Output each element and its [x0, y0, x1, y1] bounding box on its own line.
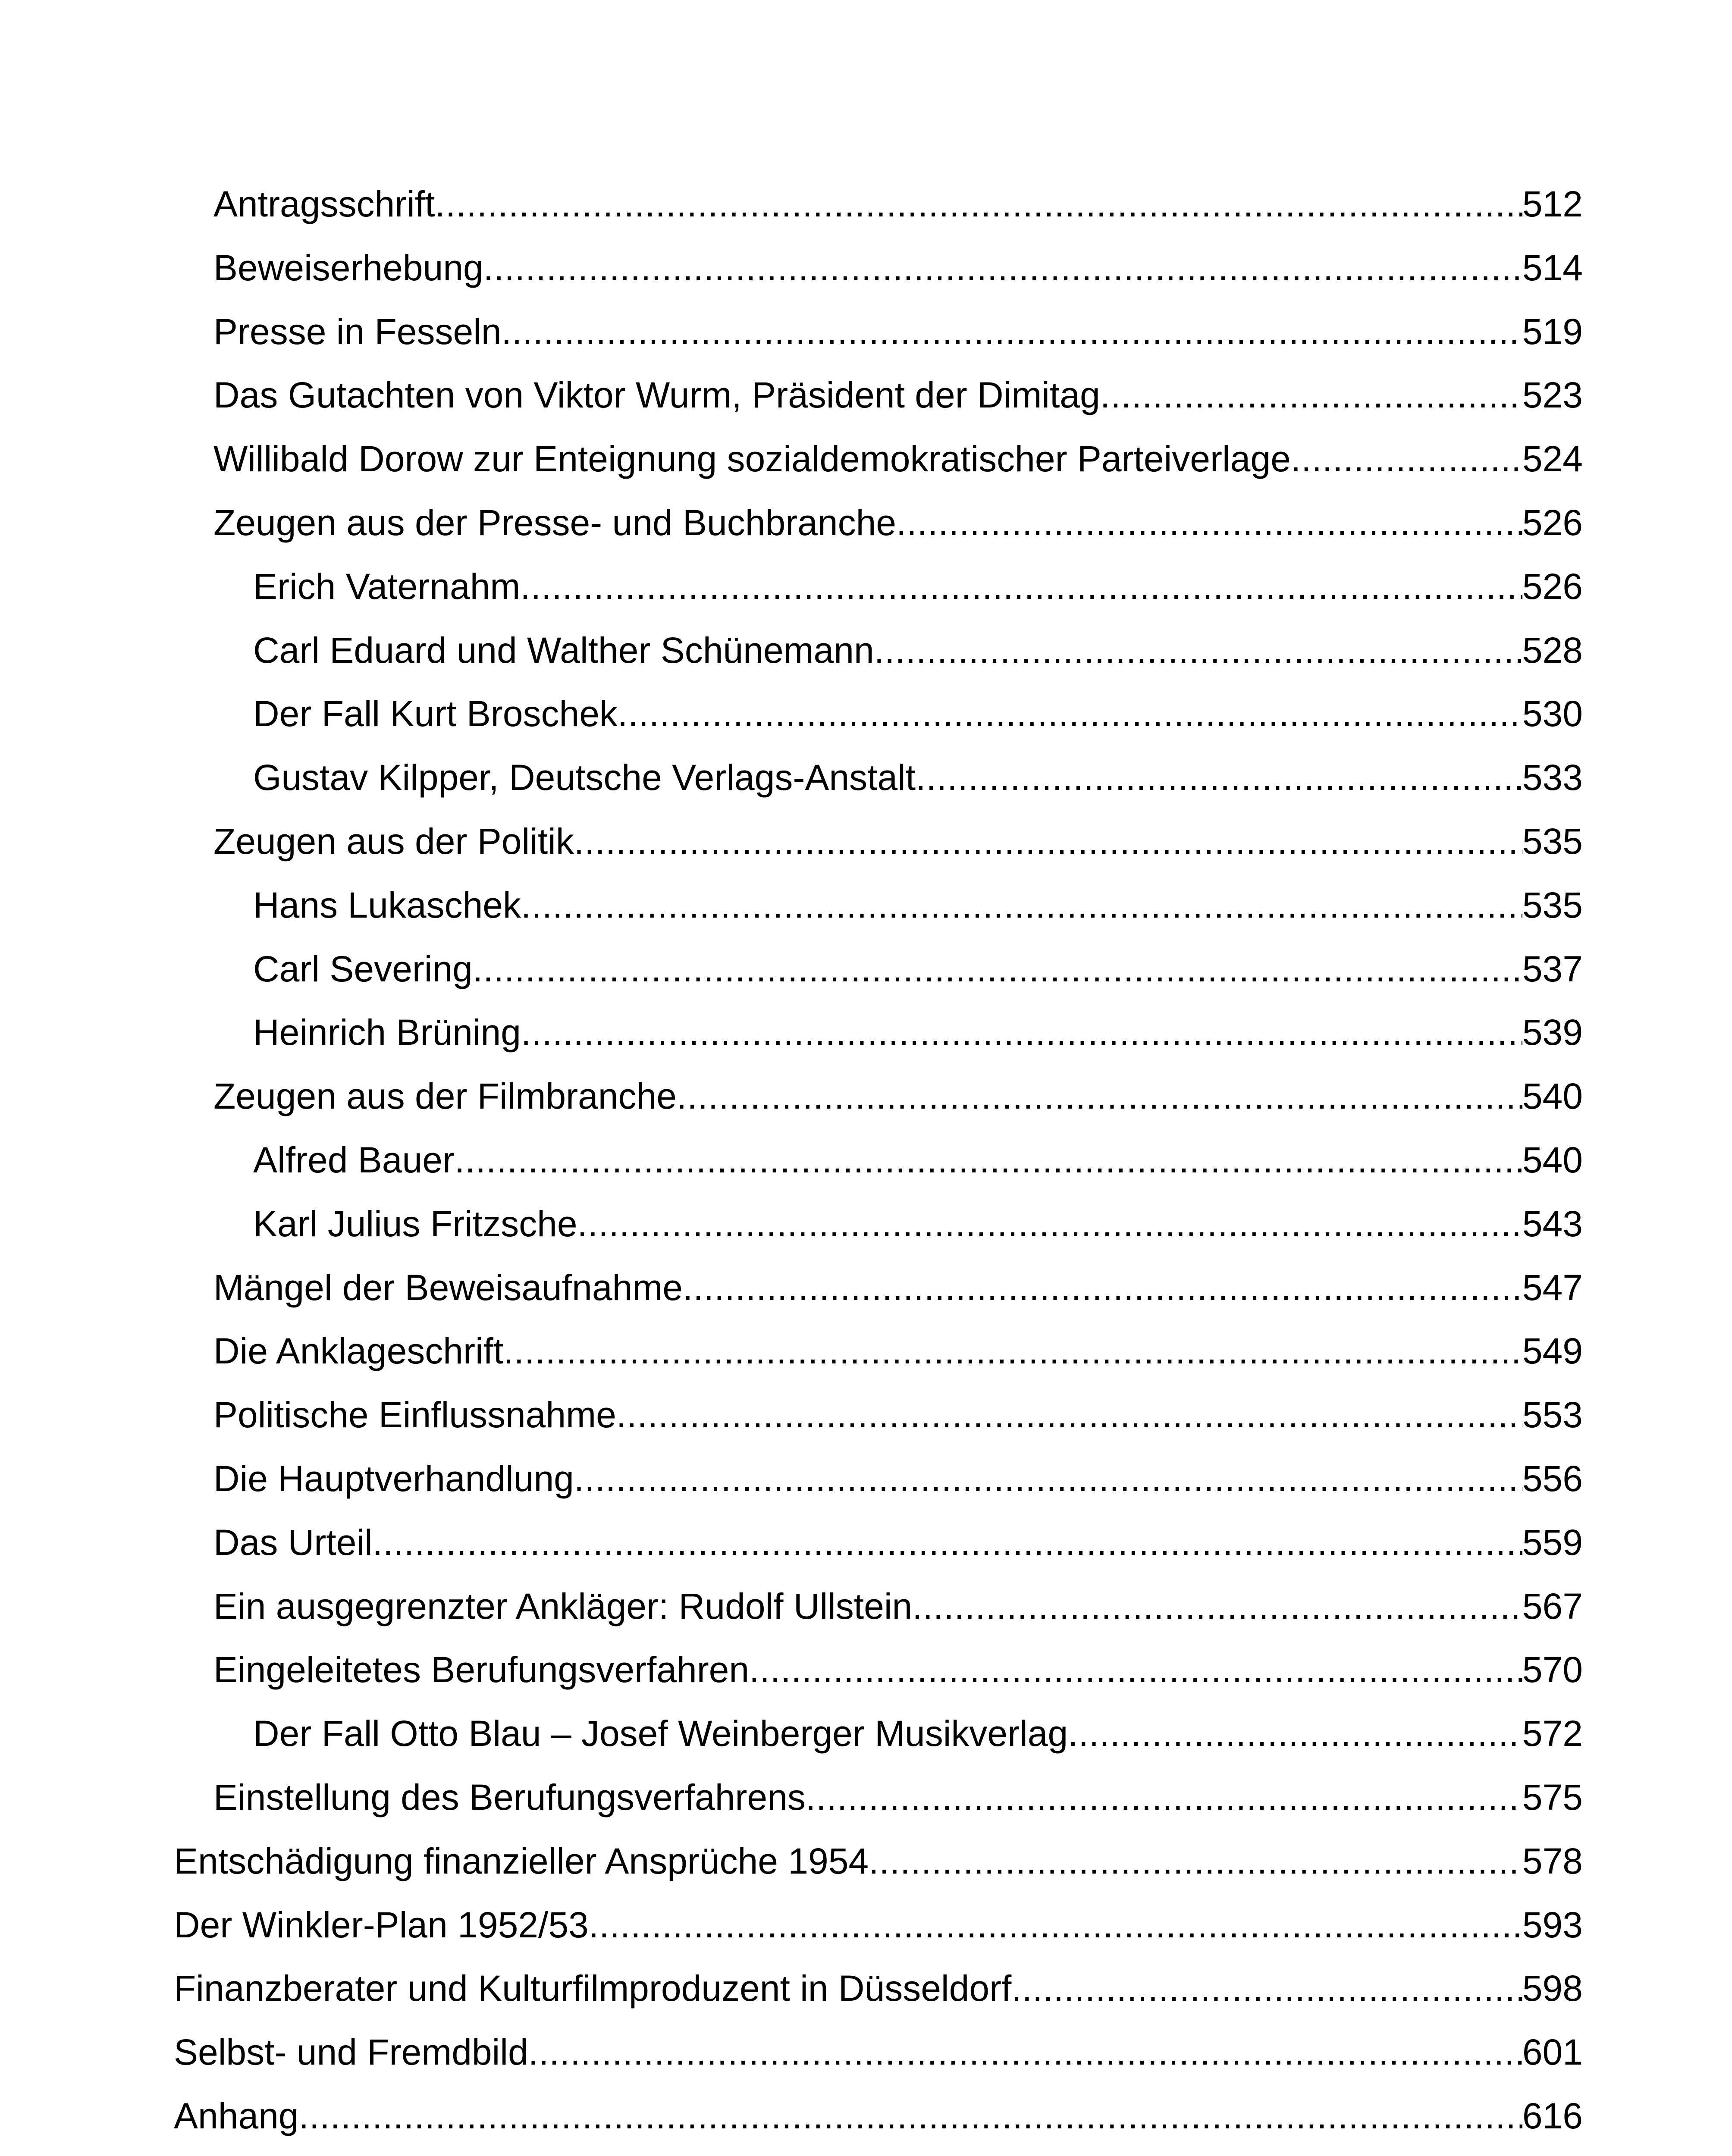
toc-entry [174, 236, 1583, 300]
toc-entry-page-number: 528 [1522, 630, 1583, 671]
toc-entry [174, 1957, 1583, 2021]
toc-entry [174, 682, 1583, 746]
toc-entry-page-number: 514 [1522, 247, 1583, 288]
toc-entry [174, 427, 1583, 491]
toc-entry-page-number: 601 [1522, 2032, 1583, 2073]
toc-entry [174, 1383, 1583, 1447]
toc-entry [174, 1065, 1583, 1128]
toc-entry-page-number: 575 [1522, 1777, 1583, 1818]
toc-entry [174, 1702, 1583, 1766]
toc-entry [174, 874, 1583, 937]
toc-entry [174, 1638, 1583, 1702]
toc-entry [174, 1511, 1583, 1575]
toc-entry-page-number: 526 [1522, 502, 1583, 543]
toc-entry-page-number: 533 [1522, 757, 1583, 798]
table-of-contents [174, 172, 1583, 2156]
toc-entry-page-number: 593 [1522, 1904, 1583, 1945]
toc-entry-title: Antragsschrift [213, 184, 435, 224]
toc-entry-page-number: 556 [1522, 1458, 1583, 1499]
toc-entry-page-number: 572 [1522, 1713, 1583, 1754]
toc-entry-title: Einstellung des Berufungsverfahrens [213, 1777, 806, 1818]
toc-entry-title: Entschädigung finanzieller Ansprüche 1954 [174, 1840, 869, 1881]
toc-entry-page-number: 567 [1522, 1586, 1583, 1626]
toc-entry-page-number: 570 [1522, 1649, 1583, 1690]
dot-leader [874, 619, 1522, 683]
toc-entry [174, 1766, 1583, 1830]
toc-entry-page-number: 523 [1522, 375, 1583, 416]
toc-entry [174, 1893, 1583, 1957]
dot-leader [503, 1319, 1522, 1383]
toc-entry-title: Eingeleitetes Berufungsverfahren [213, 1649, 750, 1690]
dot-leader [749, 1638, 1522, 1702]
dot-leader [574, 1447, 1522, 1511]
dot-leader [574, 810, 1522, 874]
toc-entry-page-number: 526 [1522, 566, 1583, 607]
toc-entry-page-number: 559 [1522, 1522, 1583, 1563]
toc-entry-page-number: 598 [1522, 1968, 1583, 2009]
toc-entry [174, 364, 1583, 427]
toc-entry-page-number: 616 [1522, 2095, 1583, 2136]
dot-leader [869, 1830, 1522, 1893]
toc-entry-title: Carl Severing [253, 948, 473, 989]
toc-entry-title: Finanzberater und Kulturfilmproduzent in Düsseldorf [174, 1968, 1012, 2009]
toc-entry-title: Erich Vaternahm [253, 566, 521, 607]
dot-leader [1068, 1702, 1522, 1766]
dot-leader [483, 236, 1522, 300]
toc-entry [174, 1830, 1583, 1893]
toc-entry-title: Zeugen aus der Politik [213, 821, 574, 862]
toc-entry-page-number: 543 [1522, 1203, 1583, 1244]
dot-leader [521, 1001, 1522, 1065]
toc-entry [174, 619, 1583, 683]
toc-entry [174, 2021, 1583, 2084]
toc-entry-title: Der Fall Kurt Broschek [253, 693, 618, 734]
dot-leader [677, 1065, 1522, 1128]
dot-leader [455, 1128, 1522, 1192]
dot-leader [502, 300, 1522, 364]
toc-entry [174, 1319, 1583, 1383]
toc-entry-title: Zeugen aus der Presse- und Buchbranche [213, 502, 896, 543]
toc-entry-title: Anhang [174, 2095, 299, 2136]
toc-entry [174, 1447, 1583, 1511]
toc-entry [174, 172, 1583, 236]
toc-entry [174, 300, 1583, 364]
toc-entry-title: Gustav Kilpper, Deutsche Verlags-Anstalt [253, 757, 916, 798]
dot-leader [616, 1383, 1522, 1447]
dot-leader [520, 555, 1522, 619]
dot-leader [912, 1575, 1522, 1639]
toc-entry-page-number: 530 [1522, 693, 1583, 734]
toc-entry-title: Ein ausgegrenzter Ankläger: Rudolf Ullstein [213, 1586, 913, 1626]
toc-entry-title: Heinrich Brüning [253, 1012, 521, 1053]
toc-entry [174, 1192, 1583, 1256]
toc-entry [174, 1128, 1583, 1192]
toc-entry-title: Die Anklageschrift [213, 1331, 504, 1372]
toc-entry-title: Selbst- und Fremdbild [174, 2032, 528, 2073]
toc-entry-title: Willibald Dorow zur Enteignung sozialdemokratischer Parteiverlage [213, 439, 1291, 479]
dot-leader [806, 1766, 1522, 1830]
toc-entry-page-number: 547 [1522, 1267, 1583, 1308]
dot-leader [577, 1192, 1522, 1256]
toc-entry-title: Presse in Fesseln [213, 311, 502, 352]
dot-leader [299, 2084, 1522, 2148]
toc-entry-title: Carl Eduard und Walther Schünemann [253, 630, 874, 671]
dot-leader [683, 1256, 1522, 1320]
toc-entry [174, 810, 1583, 874]
dot-leader [435, 172, 1522, 236]
toc-entry [174, 2084, 1583, 2148]
dot-leader [1100, 364, 1522, 427]
toc-entry-title: Beweiserhebung [213, 247, 483, 288]
dot-leader [589, 1893, 1522, 1957]
toc-entry-page-number: 553 [1522, 1395, 1583, 1435]
dot-leader [528, 2021, 1522, 2084]
toc-entry [174, 746, 1583, 810]
toc-entry [174, 1256, 1583, 1320]
toc-entry-title [213, 2148, 1186, 2156]
toc-entry [174, 937, 1583, 1001]
toc-entry-page-number: 512 [1522, 184, 1583, 224]
toc-entry-page-number: 540 [1522, 1076, 1583, 1117]
dot-leader [1291, 427, 1522, 491]
toc-entry-title: Der Fall Otto Blau – Josef Weinberger Musikverlag [253, 1713, 1068, 1754]
toc-entry-page-number [1522, 2148, 1583, 2156]
dot-leader [1186, 2148, 1522, 2156]
toc-entry [174, 555, 1583, 619]
toc-entry-title: Das Urteil [213, 1522, 373, 1563]
toc-entry-page-number: 539 [1522, 1012, 1583, 1053]
dot-leader [896, 491, 1522, 555]
toc-entry-page-number: 578 [1522, 1840, 1583, 1881]
toc-entry-title: Zeugen aus der Filmbranche [213, 1076, 677, 1117]
dot-leader [373, 1511, 1522, 1575]
toc-entry-page-number: 540 [1522, 1139, 1583, 1180]
toc-entry [174, 1575, 1583, 1639]
dot-leader [916, 746, 1522, 810]
toc-entry-page-number: 535 [1522, 884, 1583, 925]
toc-entry [174, 1001, 1583, 1065]
toc-entry-page-number: 519 [1522, 311, 1583, 352]
toc-entry-page-number: 537 [1522, 948, 1583, 989]
toc-entry-title: Der Winkler-Plan 1952/53 [174, 1904, 589, 1945]
toc-entry [174, 491, 1583, 555]
dot-leader [521, 874, 1522, 937]
toc-entry-page-number: 535 [1522, 821, 1583, 862]
toc-entry-title: Karl Julius Fritzsche [253, 1203, 577, 1244]
toc-entry-title: Das Gutachten von Viktor Wurm, Präsident der Dimitag [213, 375, 1100, 416]
toc-entry-page-number: 549 [1522, 1331, 1583, 1372]
toc-entry-title: Mängel der Beweisaufnahme [213, 1267, 683, 1308]
toc-entry [174, 2148, 1583, 2156]
toc-entry-title: Die Hauptverhandlung [213, 1458, 574, 1499]
toc-entry-title: Alfred Bauer [253, 1139, 455, 1180]
dot-leader [473, 937, 1522, 1001]
toc-entry-page-number: 524 [1522, 439, 1583, 479]
toc-entry-title: Hans Lukaschek [253, 884, 521, 925]
dot-leader [1011, 1957, 1522, 2021]
dot-leader [618, 682, 1522, 746]
toc-entry-title: Politische Einflussnahme [213, 1395, 616, 1435]
